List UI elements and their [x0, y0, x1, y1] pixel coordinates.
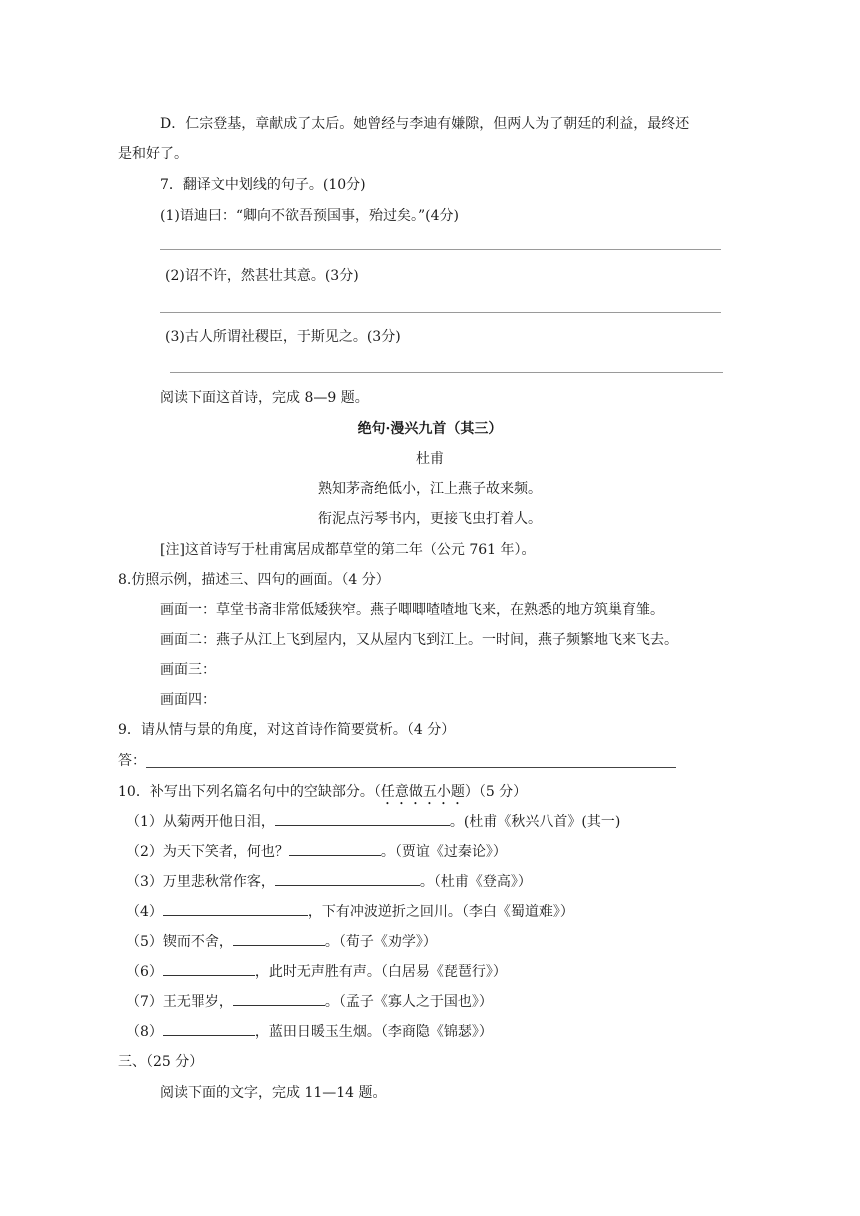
q10-item-5 — [126, 933, 437, 951]
q10-item-3-blank[interactable] — [275, 873, 420, 886]
q8-9-intro: 阅读下面这首诗，完成 8—9 题。 — [160, 390, 369, 406]
poem-line-1: 熟知茅斋绝低小，江上燕子故来频。 — [318, 481, 542, 497]
q10-item-7-pre: （7）王无罪岁， — [126, 994, 233, 1010]
q10-header-emphasis: 任意做五小题 — [380, 784, 465, 800]
q8-scene-2: 画面二：燕子从江上飞到屋内，又从屋内飞到江上。一时间，燕子频繁地飞来飞去。 — [160, 632, 678, 648]
q10-item-6-pre: （6） — [126, 964, 163, 980]
q10-item-5-pre: （5）锲而不舍， — [126, 934, 233, 950]
q10-item-3 — [126, 873, 532, 891]
q10-item-3-pre: （3）万里悲秋常作客， — [126, 874, 275, 890]
q10-item-2-post: 。（贾谊《过秦论》） — [380, 844, 507, 860]
section-3-intro: 阅读下面的文字，完成 11—14 题。 — [160, 1085, 387, 1101]
q10-item-5-blank[interactable] — [233, 933, 325, 946]
q8-scene-4: 画面四： — [160, 692, 216, 708]
q7-sentence-1: (1)语迪曰：“卿向不欲吾预国事，殆过矣。”(4分) — [160, 208, 459, 224]
q10-item-1 — [126, 813, 620, 831]
q10-item-4-pre: （4） — [126, 904, 163, 920]
q8-scene-3: 画面三： — [160, 662, 216, 678]
q9-answer-label: 答： — [118, 753, 146, 769]
q9-header: 9．请从情与景的角度，对这首诗作简要赏析。（4 分） — [118, 722, 456, 738]
q7-sentence-2: (2)诏不许，然甚壮其意。(3分) — [165, 268, 359, 284]
q7-header: 7．翻译文中划线的句子。(10分) — [160, 177, 366, 193]
q10-item-3-post: 。（杜甫《登高》） — [419, 874, 532, 890]
poem-title: 绝句·漫兴九首（其三） — [357, 421, 503, 437]
q9-answer-line — [146, 767, 676, 768]
q10-item-4-post: ，下有冲波逆折之回川。（李白《蜀道难》） — [307, 904, 574, 920]
q10-item-1-blank[interactable] — [275, 813, 450, 826]
q10-item-2-blank[interactable] — [289, 843, 381, 856]
poem-line-2: 衔泥点污琴书内，更接飞虫打着人。 — [318, 511, 542, 527]
q10-item-4-blank[interactable] — [163, 903, 308, 916]
q10-item-7-post: 。（孟子《寡人之于国也》） — [324, 994, 493, 1010]
q10-item-1-post: 。(杜甫《秋兴八首》(其一) — [449, 814, 621, 830]
answer-line-3 — [170, 372, 723, 373]
q10-item-6 — [126, 963, 507, 981]
q10-item-8-pre: （8） — [126, 1024, 163, 1040]
q10-item-7 — [126, 993, 493, 1011]
answer-line-2 — [160, 312, 721, 313]
q10-item-2 — [126, 843, 507, 861]
q10-item-4 — [126, 903, 574, 921]
q10-header — [118, 783, 527, 808]
q10-item-2-pre: （2）为天下笑者，何也？ — [126, 844, 289, 860]
q10-item-6-blank[interactable] — [163, 963, 255, 976]
q8-scene-1: 画面一：草堂书斋非常低矮狭窄。燕子唧唧喳喳地飞来，在熟悉的地方筑巢育雏。 — [160, 602, 664, 618]
q10-item-8 — [126, 1023, 493, 1041]
answer-line-1 — [160, 249, 721, 250]
q7-sentence-3: (3)古人所谓社稷臣，于斯见之。(3分) — [165, 329, 401, 345]
q10-item-1-pre: （1）从菊两开他日泪， — [126, 814, 275, 830]
q10-header-post: ）（5 分） — [464, 784, 528, 800]
q10-item-6-post: ，此时无声胜有声。（白居易《琵琶行》） — [254, 964, 507, 980]
q10-item-7-blank[interactable] — [233, 993, 325, 1006]
section-3-header: 三、（25 分） — [118, 1054, 204, 1070]
q10-item-5-post: 。（荀子《劝学》） — [324, 934, 437, 950]
poem-note: [注]这首诗写于杜甫寓居成都草堂的第二年（公元 761 年）。 — [160, 542, 536, 558]
q10-item-8-blank[interactable] — [163, 1023, 255, 1036]
q10-header-pre: 10．补写出下列名篇名句中的空缺部分。（ — [118, 784, 381, 800]
q6-option-d-line2: 是和好了。 — [118, 146, 188, 162]
q6-option-d-line1: D．仁宗登基，章献成了太后。她曾经与李迪有嫌隙，但两人为了朝廷的利益，最终还 — [160, 116, 690, 132]
q8-header: 8.仿照示例，描述三、四句的画面。（4 分） — [118, 572, 390, 588]
q10-item-8-post: ，蓝田日暖玉生烟。（李商隐《锦瑟》） — [254, 1024, 493, 1040]
poem-author: 杜甫 — [416, 451, 444, 467]
